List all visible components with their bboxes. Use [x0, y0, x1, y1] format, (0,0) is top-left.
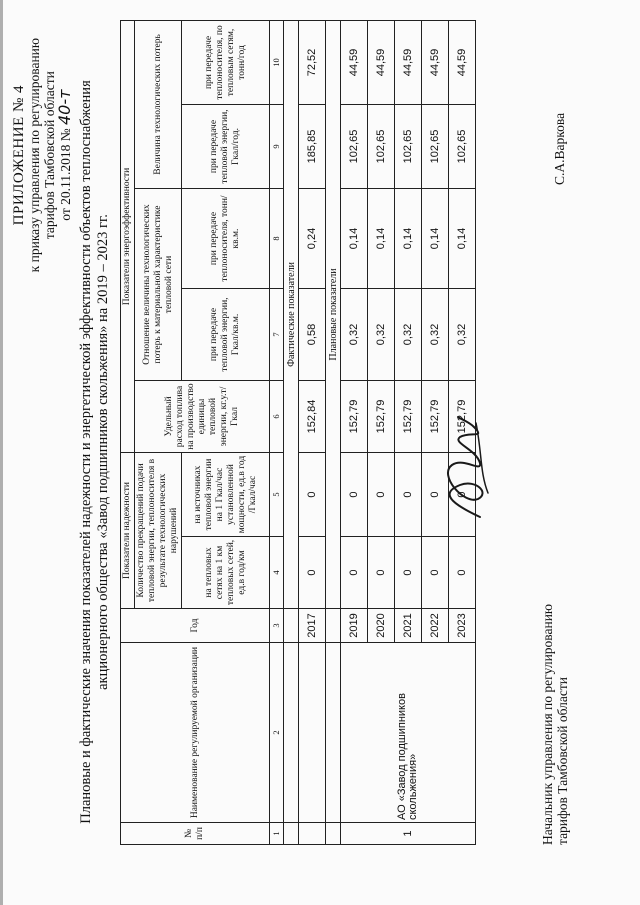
col-header-loss-carrier: при передаче теплоносителя, по тепловым сетям, тонн/год — [182, 20, 270, 104]
cell-networks: 0 — [395, 537, 422, 609]
cell-loss-heat: 102,65 — [422, 105, 449, 189]
cell-networks: 0 — [368, 537, 395, 609]
col-header-year: Год — [121, 609, 270, 643]
cell-sources: 0 — [299, 453, 326, 537]
column-number: 3 — [270, 609, 284, 643]
cell-sources: 0 — [341, 453, 368, 537]
cell-loss-carrier: 44,59 — [341, 20, 368, 104]
col-header-fuel: Удельный расход топлива на производство единицы тепловой энергии, кг.у.т/Гкал — [135, 381, 270, 453]
cell-ratio-heat: 0,32 — [395, 289, 422, 381]
cell-loss-heat: 102,65 — [395, 105, 422, 189]
cell-loss-heat: 102,65 — [341, 105, 368, 189]
cell-loss-heat: 102,65 — [368, 105, 395, 189]
col-header-ratio-heat: при передаче тепловой энергии, Гкал/кв.м. — [182, 289, 270, 381]
cell-org-name: АО «Завод подшипников скольжения» — [341, 643, 476, 823]
cell-sources: 0 — [422, 453, 449, 537]
section-plan-row — [326, 20, 341, 844]
subgroup-header-losses: Величина технологических потерь — [135, 20, 182, 188]
cell-year: 2021 — [395, 609, 422, 643]
header-row-1 — [121, 20, 135, 844]
position-line-2: тарифов Тамбовской области — [555, 677, 570, 845]
table-row — [341, 20, 368, 844]
cell-loss-carrier: 72,52 — [299, 20, 326, 104]
cell-year: 2019 — [341, 609, 368, 643]
col-header-org: Наименование регулируемой организации — [121, 643, 270, 823]
cell-org-no: 1 — [341, 823, 476, 845]
cell-ratio-carrier: 0,14 — [395, 189, 422, 289]
section-label-fact: Фактические показатели — [284, 20, 299, 608]
col-header-sources: на источниках тепловой энергии на 1 Гкал/час установленной мощности, ед.в год /Гкал/час — [182, 453, 270, 537]
column-number: 5 — [270, 453, 284, 537]
column-number: 2 — [270, 643, 284, 823]
signatory-position — [540, 604, 570, 845]
appendix-number: ПРИЛОЖЕНИЕ № 4 — [11, 84, 27, 226]
cell-ratio-heat: 0,32 — [368, 289, 395, 381]
cell-fuel: 152,79 — [341, 381, 368, 453]
section-fact-row — [284, 20, 299, 844]
order-date-line — [57, 38, 73, 272]
cell-loss-heat: 185,85 — [299, 105, 326, 189]
scan-edge — [0, 0, 3, 905]
cell-networks: 0 — [449, 537, 476, 609]
cell-ratio-carrier: 0,24 — [299, 189, 326, 289]
cell-loss-carrier: 44,59 — [395, 20, 422, 104]
column-number: 9 — [270, 105, 284, 189]
cell-loss-carrier: 44,59 — [449, 20, 476, 104]
cell-ratio-carrier: 0,14 — [368, 189, 395, 289]
cell-fuel: 152,84 — [299, 381, 326, 453]
cell-networks: 0 — [341, 537, 368, 609]
cell-year: 2017 — [299, 609, 326, 643]
cell-sources: 0 — [449, 453, 476, 537]
column-number-row — [270, 20, 284, 844]
cell-loss-carrier: 44,59 — [368, 20, 395, 104]
cell-loss-carrier: 44,59 — [422, 20, 449, 104]
column-number: 8 — [270, 189, 284, 289]
group-header-efficiency: Показатели энергоэффективности — [121, 20, 135, 452]
column-number: 6 — [270, 381, 284, 453]
subgroup-header-outages: Количество прекращений подачи тепловой энергии, теплоносителя в результате технологических нарушений — [135, 453, 182, 609]
column-number: 1 — [270, 823, 284, 845]
cell-ratio-heat: 0,32 — [341, 289, 368, 381]
cell-fuel: 152,79 — [449, 381, 476, 453]
order-number-handwritten: 40-т — [55, 89, 74, 126]
cell-networks: 0 — [422, 537, 449, 609]
authority-line: тарифов Тамбовской области — [42, 71, 57, 240]
cell-year: 2022 — [422, 609, 449, 643]
cell-ratio-heat: 0,58 — [299, 289, 326, 381]
position-line-1: Начальник управления по регулированию — [540, 603, 555, 845]
group-header-reliability: Показатели надежности — [121, 453, 135, 609]
document-title — [78, 27, 112, 877]
col-header-loss-heat: при передаче тепловой энергии, Гкал/год. — [182, 105, 270, 189]
cell-loss-heat: 102,65 — [449, 105, 476, 189]
cell-ratio-heat: 0,32 — [422, 289, 449, 381]
title-line-1: Плановые и фактические значения показателей надежности и энергетической эффективности объектов теплоснабжения — [78, 80, 94, 824]
subgroup-header-ratio: Отношение величины технологических потерь к материальной характеристике тепловой сети — [135, 189, 182, 381]
handwritten-signature — [430, 413, 500, 523]
cell-year: 2020 — [368, 609, 395, 643]
signer-name: С.А.Варкова — [552, 112, 567, 185]
title-line-2: акционерного общества «Завод подшипников скольжения» на 2019 – 2023 гг. — [95, 214, 111, 690]
col-header-ratio-carrier: при передаче теплоносителя, тонн/кв.м. — [182, 189, 270, 289]
table-row — [299, 20, 326, 844]
cell-ratio-heat: 0,32 — [449, 289, 476, 381]
cell-ratio-carrier: 0,14 — [422, 189, 449, 289]
section-label-plan: Плановые показатели — [326, 20, 341, 608]
cell-fuel: 152,79 — [395, 381, 422, 453]
column-number: 10 — [270, 20, 284, 104]
col-header-no: № п/п — [121, 823, 270, 845]
order-date: от 20.11.2018 № — [58, 128, 73, 221]
cell-fuel: 152,79 — [368, 381, 395, 453]
cell-ratio-carrier: 0,14 — [341, 189, 368, 289]
cell-year: 2023 — [449, 609, 476, 643]
cell-networks: 0 — [299, 537, 326, 609]
indicators-table — [120, 20, 476, 845]
cell-ratio-carrier: 0,14 — [449, 189, 476, 289]
cell-fuel: 152,79 — [422, 381, 449, 453]
cell-sources: 0 — [368, 453, 395, 537]
order-reference-line: к приказу управления по регулированию — [27, 38, 42, 273]
column-number: 7 — [270, 289, 284, 381]
cell-sources: 0 — [395, 453, 422, 537]
column-number: 4 — [270, 537, 284, 609]
appendix-header — [12, 38, 73, 272]
col-header-networks: на тепловых сетях на 1 км тепловых сетей, ед.в год/км — [182, 537, 270, 609]
